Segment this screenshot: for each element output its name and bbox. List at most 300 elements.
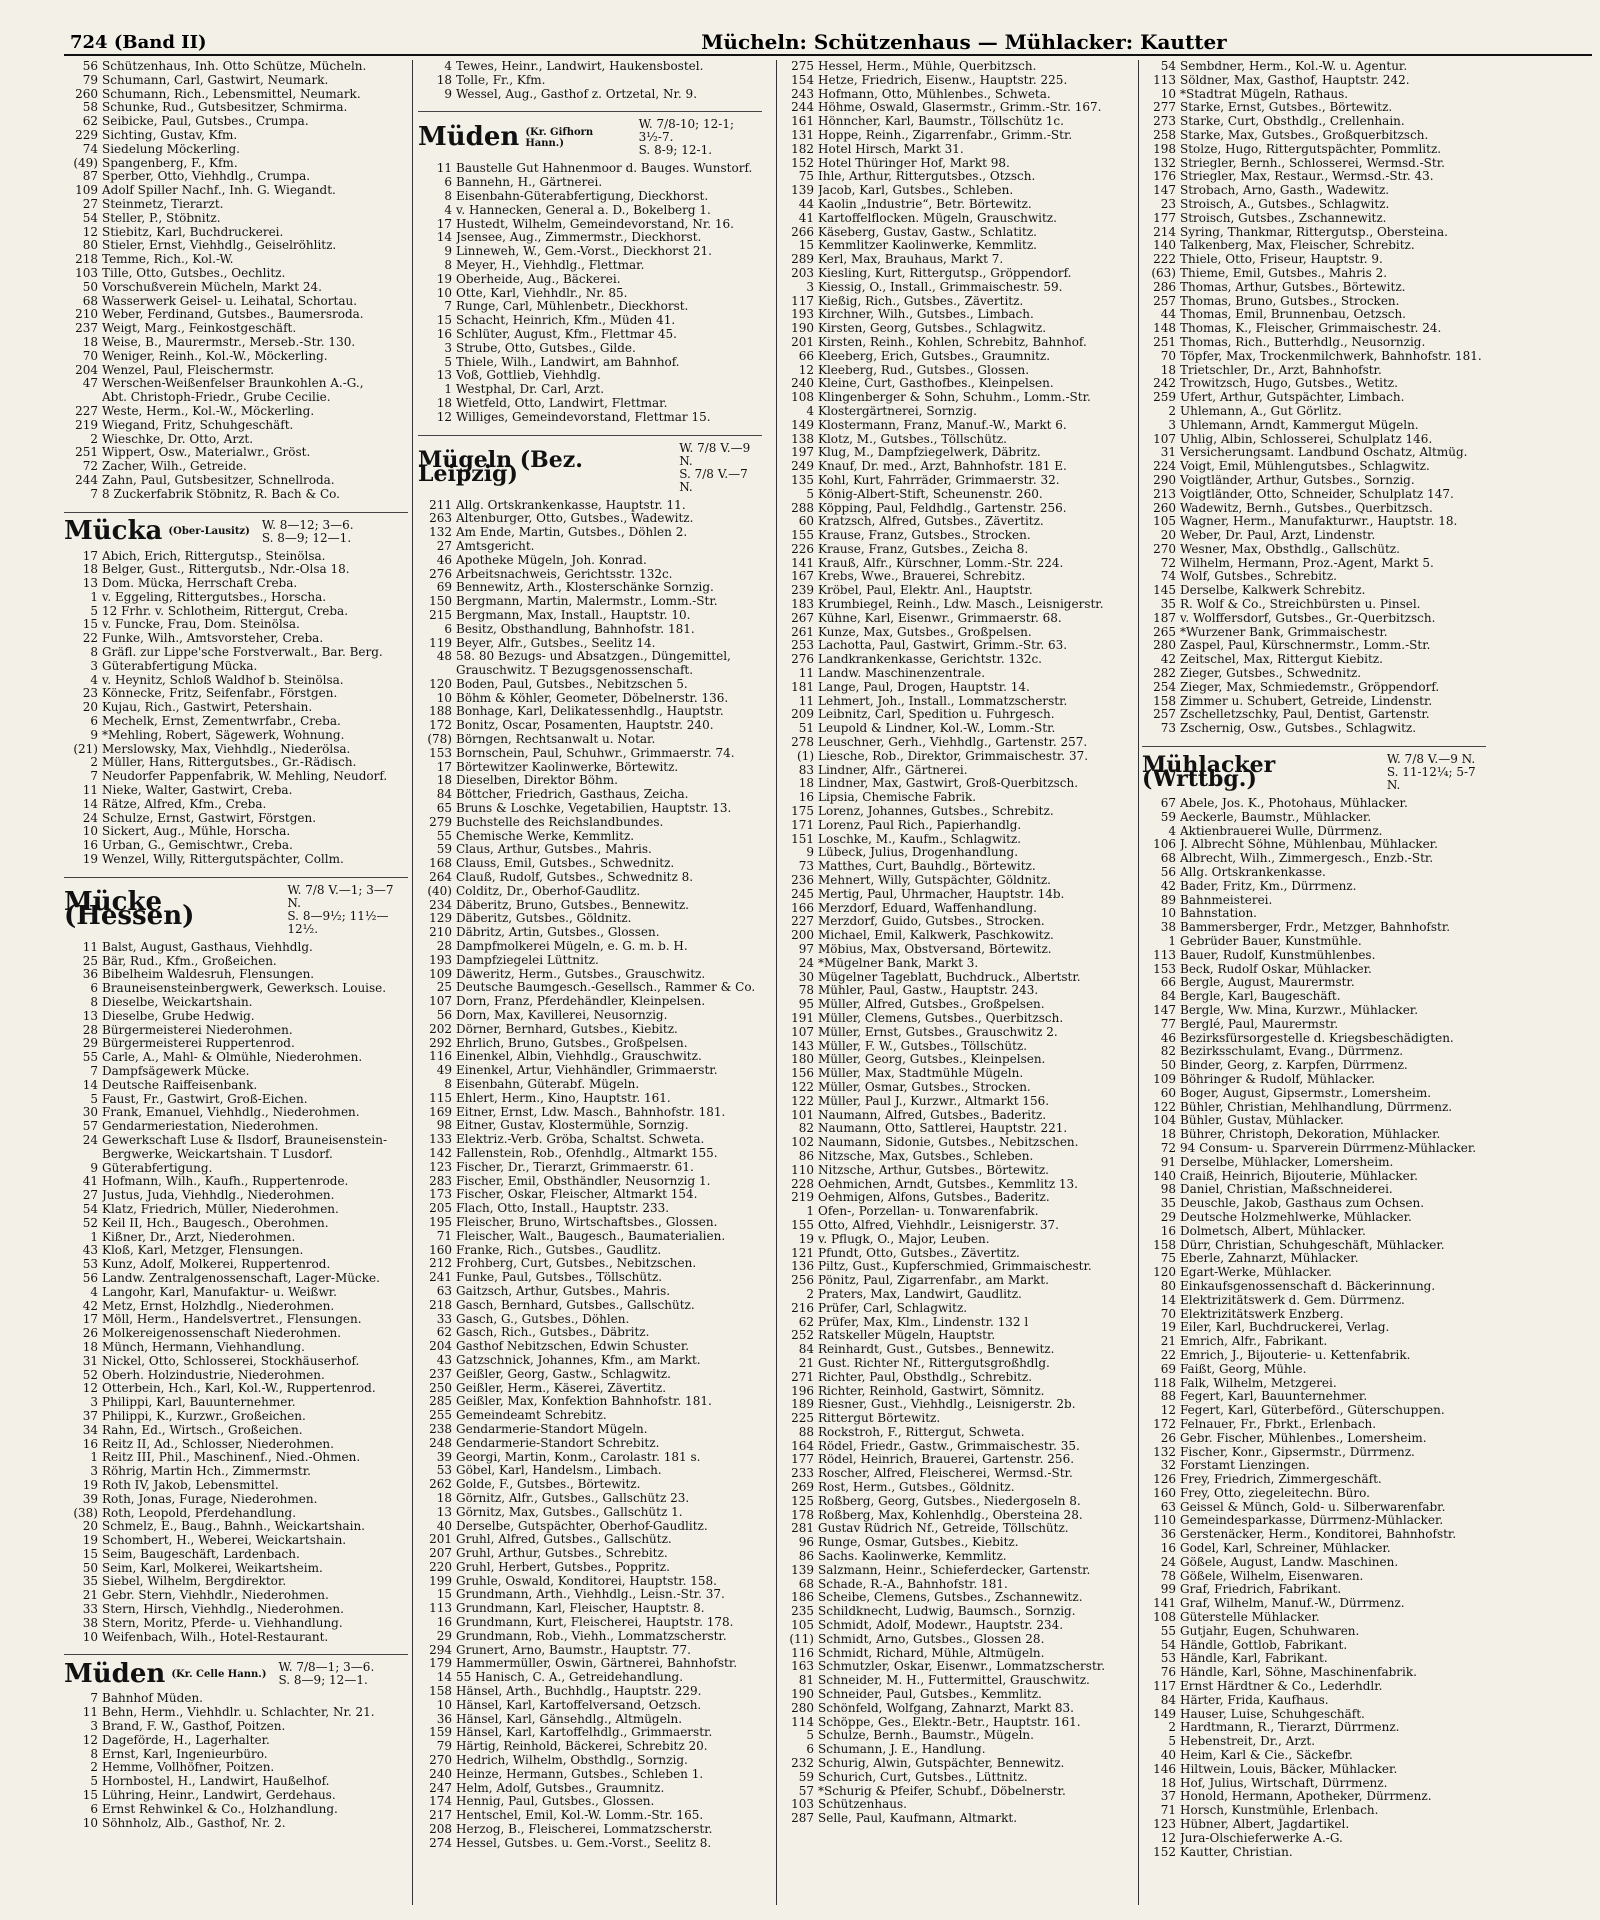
subscriber-name: Flach, Otto, Install., Hauptstr. 233. bbox=[456, 1202, 670, 1216]
muegeln-entries bbox=[418, 499, 762, 1851]
directory-entry bbox=[1142, 1073, 1486, 1087]
subscriber-name: Schmidt, Arno, Gutsbes., Glossen 28. bbox=[818, 1632, 1045, 1646]
directory-entry bbox=[64, 1382, 408, 1396]
subscriber-name: Zaspel, Paul, Kürschnermstr., Lomm.-Str. bbox=[1180, 639, 1431, 653]
directory-entry bbox=[1142, 1487, 1486, 1501]
subscriber-name: Einenkel, Albin, Viehhdlg., Grauschwitz. bbox=[456, 1050, 702, 1064]
phone-number: 24 bbox=[82, 810, 98, 825]
directory-entry bbox=[418, 1216, 762, 1230]
subscriber-name: Oehmigen, Alfons, Gutsbes., Baderitz. bbox=[818, 1191, 1050, 1205]
phone-number: 240 bbox=[429, 1766, 452, 1781]
directory-entry bbox=[1142, 170, 1486, 184]
phone-number: 6 bbox=[444, 175, 452, 190]
subscriber-name: Mechelk, Ernst, Zementwrfabr., Creba. bbox=[102, 715, 341, 729]
phone-number: 98 bbox=[1160, 1182, 1176, 1197]
directory-entry bbox=[780, 474, 1124, 488]
subscriber-name: Justus, Juda, Viehhdlg., Niederohmen. bbox=[102, 1189, 335, 1203]
directory-entry bbox=[418, 342, 762, 356]
directory-entry bbox=[780, 1550, 1124, 1564]
phone-number: 52 bbox=[82, 1215, 98, 1230]
directory-entry bbox=[1142, 907, 1486, 921]
directory-entry bbox=[780, 377, 1124, 391]
directory-entry bbox=[64, 1106, 408, 1120]
phone-number: 139 bbox=[791, 183, 814, 198]
directory-entry bbox=[418, 1119, 762, 1133]
hours-weekday: W. 7/8 V.—9 N. bbox=[679, 440, 751, 468]
directory-entry bbox=[1142, 1183, 1486, 1197]
phone-number: 27 bbox=[82, 196, 98, 211]
phone-number: 209 bbox=[791, 707, 814, 722]
directory-entry bbox=[64, 391, 408, 405]
phone-number: 146 bbox=[1153, 1761, 1176, 1776]
subscriber-name: Clauß, Rudolf, Gutsbes., Schwednitz 8. bbox=[456, 871, 694, 885]
directory-entry bbox=[780, 984, 1124, 998]
subscriber-name: Funke, Wilh., Amtsvorsteher, Creba. bbox=[102, 632, 324, 646]
subscriber-name: Hetze, Friedrich, Eisenw., Hauptstr. 225. bbox=[818, 73, 1068, 87]
subscriber-name: Schacht, Heinrich, Kfm., Müden 41. bbox=[456, 314, 676, 328]
directory-entry bbox=[780, 1481, 1124, 1495]
directory-entry bbox=[1142, 364, 1486, 378]
subscriber-name: v. Heynitz, Schloß Waldhof b. Steinölsa. bbox=[102, 673, 344, 687]
directory-entry bbox=[780, 639, 1124, 653]
directory-entry bbox=[418, 871, 762, 885]
phone-number: 204 bbox=[429, 1339, 452, 1354]
phone-number: 74 bbox=[82, 141, 98, 156]
phone-number: 140 bbox=[1153, 238, 1176, 253]
directory-entry bbox=[418, 650, 762, 664]
subscriber-name: Derselbe, Gutspächter, Oberhof-Gaudlitz. bbox=[456, 1519, 708, 1533]
phone-number: 29 bbox=[82, 1036, 98, 1051]
directory-entry bbox=[780, 846, 1124, 860]
phone-number: 99 bbox=[1160, 1582, 1176, 1597]
subscriber-name: Emrich, J., Bijouterie- u. Kettenfabrik. bbox=[1180, 1348, 1411, 1362]
phone-number: 43 bbox=[82, 1243, 98, 1258]
directory-entry bbox=[418, 1782, 762, 1796]
subscriber-name: Am Ende, Martin, Gutsbes., Döhlen 2. bbox=[456, 526, 688, 540]
directory-entry bbox=[780, 212, 1124, 226]
directory-entry bbox=[64, 1396, 408, 1410]
phone-number: 141 bbox=[791, 555, 814, 570]
subscriber-name: Hentschel, Emil, Kol.-W. Lomm.-Str. 165. bbox=[456, 1809, 704, 1823]
phone-number: 6 bbox=[90, 714, 98, 729]
subscriber-name: Schlüter, August, Kfm., Flettmar 45. bbox=[456, 327, 677, 341]
subscriber-name: Rödel, Heinrich, Brauerei, Gartenstr. 256. bbox=[818, 1453, 1075, 1467]
phone-number: 18 bbox=[436, 395, 452, 410]
phone-number: 262 bbox=[429, 1477, 452, 1492]
subscriber-name: Oehmichen, Arndt, Gutsbes., Kemmlitz 13. bbox=[818, 1177, 1078, 1191]
phone-number: 254 bbox=[1153, 679, 1176, 694]
directory-entry bbox=[780, 1205, 1124, 1219]
phone-number: 240 bbox=[791, 376, 814, 391]
subscriber-name: R. Wolf & Co., Streichbürsten u. Pinsel. bbox=[1180, 598, 1421, 612]
directory-entry bbox=[418, 300, 762, 314]
phone-number: 8 bbox=[90, 995, 98, 1010]
subscriber-name: Brand, F. W., Gasthof, Poitzen. bbox=[102, 1720, 286, 1734]
directory-entry bbox=[780, 143, 1124, 157]
directory-entry bbox=[1142, 1390, 1486, 1404]
phone-number: 80 bbox=[1160, 1278, 1176, 1293]
directory-entry bbox=[64, 364, 408, 378]
directory-entry bbox=[1142, 1446, 1486, 1460]
subscriber-name: Bergle, August, Maurermstr. bbox=[1180, 976, 1355, 990]
phone-number: 289 bbox=[791, 252, 814, 267]
phone-number: 287 bbox=[791, 1811, 814, 1826]
subscriber-name: Böhringer & Rudolf, Mühlacker. bbox=[1180, 1072, 1376, 1086]
phone-number: 15 bbox=[798, 238, 814, 253]
subscriber-name: Eberle, Zahnarzt, Mühlacker. bbox=[1180, 1252, 1359, 1266]
phone-number: 251 bbox=[1153, 334, 1176, 349]
directory-entry bbox=[1142, 1087, 1486, 1101]
phone-number: 139 bbox=[791, 1562, 814, 1577]
phone-number: 294 bbox=[429, 1642, 452, 1657]
directory-entry bbox=[1142, 681, 1486, 695]
subscriber-name: v. Pflugk, O., Major, Leuben. bbox=[818, 1232, 990, 1246]
directory-entry bbox=[780, 1757, 1124, 1771]
phone-number: 24 bbox=[798, 955, 814, 970]
directory-entry bbox=[418, 1106, 762, 1120]
subscriber-name: Voigtländer, Arthur, Gutsbes., Sornzig. bbox=[1180, 473, 1415, 487]
subscriber-name: Reinhardt, Gust., Gutsbes., Bennewitz. bbox=[818, 1343, 1055, 1357]
directory-entry bbox=[780, 1578, 1124, 1592]
directory-entry bbox=[418, 1602, 762, 1616]
directory-entry bbox=[780, 295, 1124, 309]
directory-entry bbox=[780, 515, 1124, 529]
directory-entry bbox=[64, 1258, 408, 1272]
subscriber-name: Kühne, Karl, Eisenwr., Grimmaerstr. 68. bbox=[818, 611, 1062, 625]
phone-number: 208 bbox=[429, 1822, 452, 1837]
phone-number: 269 bbox=[791, 1480, 814, 1495]
directory-entry bbox=[780, 1343, 1124, 1357]
subscriber-name: Schulze, Bernh., Baumstr., Mügeln. bbox=[818, 1729, 1034, 1743]
subscriber-name: Bonhage, Karl, Delikatessenhdlg., Hauptstr. bbox=[456, 705, 724, 719]
subscriber-name: Müller, Hans, Rittergutsbes., Gr.-Rädisch. bbox=[102, 756, 357, 770]
directory-entry bbox=[64, 1617, 408, 1631]
subscriber-name: Händle, Gottlob, Fabrikant. bbox=[1180, 1638, 1348, 1652]
directory-entry bbox=[1142, 1749, 1486, 1763]
phone-number: 15 bbox=[436, 313, 452, 328]
directory-entry bbox=[1142, 1363, 1486, 1377]
directory-entry bbox=[64, 1507, 408, 1521]
subscriber-name: Schombert, H., Weberei, Weickartshain. bbox=[102, 1534, 347, 1548]
subscriber-name: Wadewitz, Bernh., Gutsbes., Querbitzsch. bbox=[1180, 501, 1433, 515]
subscriber-name: Naumann, Otto, Sattlerei, Hauptstr. 221. bbox=[818, 1122, 1068, 1136]
subscriber-name: Otterbein, Hch., Karl, Kol.-W., Ruppertenrod. bbox=[102, 1382, 376, 1396]
directory-entry bbox=[418, 1740, 762, 1754]
phone-number: 224 bbox=[1153, 459, 1176, 474]
phone-number: 173 bbox=[429, 1187, 452, 1202]
directory-entry bbox=[780, 584, 1124, 598]
subscriber-name: Chemische Werke, Kemmlitz. bbox=[456, 829, 635, 843]
phone-number: 158 bbox=[429, 1684, 452, 1699]
subscriber-name: Uhlemann, A., Gut Görlitz. bbox=[1180, 404, 1342, 418]
phone-number: 244 bbox=[791, 100, 814, 115]
directory-entry bbox=[418, 623, 762, 637]
subscriber-name: Pönitz, Paul, Zigarrenfabr., am Markt. bbox=[818, 1274, 1049, 1288]
directory-entry bbox=[780, 170, 1124, 184]
directory-entry bbox=[780, 612, 1124, 626]
directory-entry bbox=[418, 719, 762, 733]
subscriber-name: 55 Hanisch, C. A., Getreidehandlung. bbox=[456, 1671, 684, 1685]
subscriber-name: Schurich, Curt, Gutsbes., Lüttnitz. bbox=[818, 1770, 1028, 1784]
directory-entry bbox=[1142, 639, 1486, 653]
directory-entry bbox=[1142, 1666, 1486, 1680]
directory-entry bbox=[418, 1009, 762, 1023]
directory-entry bbox=[1142, 557, 1486, 571]
section-qualifier: (Kr. Gifhorn Hann.) bbox=[525, 126, 594, 149]
phone-number: 6 bbox=[444, 621, 452, 636]
phone-number: 7 bbox=[90, 769, 98, 784]
phone-number: 174 bbox=[429, 1794, 452, 1809]
muecheln-entries bbox=[64, 60, 408, 502]
phone-number: 259 bbox=[1153, 390, 1176, 405]
subscriber-name: Dörner, Bernhard, Gutsbes., Kiebitz. bbox=[456, 1022, 678, 1036]
subscriber-name: Gust. Richter Nf., Rittergutsgroßhdlg. bbox=[818, 1356, 1050, 1370]
subscriber-name: Bergle, Ww. Mina, Kurzwr., Mühlacker. bbox=[1180, 1004, 1419, 1017]
subscriber-name: Thomas, Rich., Butterhdlg., Neusornzig. bbox=[1180, 335, 1426, 349]
section-hours bbox=[1387, 753, 1486, 792]
phone-number: 31 bbox=[1160, 445, 1176, 460]
subscriber-name: Fallenstein, Rob., Ofenhdlg., Altmarkt 155. bbox=[456, 1146, 718, 1160]
subscriber-name: Leibnitz, Carl, Spedition u. Fuhrgesch. bbox=[818, 708, 1055, 722]
subscriber-name: Mügelner Tageblatt, Buchdruck., Albertstr. bbox=[818, 970, 1081, 984]
directory-entry bbox=[780, 888, 1124, 902]
directory-entry bbox=[64, 143, 408, 157]
phone-number: 15 bbox=[82, 617, 98, 632]
phone-number: 71 bbox=[1160, 1803, 1176, 1818]
phone-number: 12 bbox=[82, 1381, 98, 1396]
subscriber-name: Lindner, Alfr., Gärtnerei. bbox=[818, 763, 968, 777]
phone-number: 149 bbox=[1153, 1706, 1176, 1721]
phone-number: 190 bbox=[791, 321, 814, 336]
directory-entry bbox=[64, 433, 408, 447]
directory-entry bbox=[780, 1412, 1124, 1426]
phone-number: 24 bbox=[82, 1132, 98, 1147]
subscriber-name: Krause, Franz, Gutsbes., Strocken. bbox=[818, 529, 1031, 543]
directory-entry bbox=[1142, 1004, 1486, 1018]
subscriber-name: Wenzel, Willy, Rittergutspächter, Collm. bbox=[102, 853, 344, 867]
directory-entry bbox=[418, 1464, 762, 1478]
directory-entry bbox=[64, 377, 408, 391]
subscriber-name: Gendarmerie-Standort Schrebitz. bbox=[456, 1436, 660, 1450]
phone-number: 6 bbox=[806, 1742, 814, 1757]
phone-number: 151 bbox=[791, 831, 814, 846]
directory-entry bbox=[64, 322, 408, 336]
phone-number: 46 bbox=[436, 552, 452, 567]
directory-entry bbox=[780, 1274, 1124, 1288]
subscriber-name: Bauer, Rudolf, Kunstmühlenbes. bbox=[1180, 948, 1376, 962]
subscriber-name: Röhrig, Martin Hch., Zimmermstr. bbox=[102, 1465, 311, 1479]
phone-number: 195 bbox=[429, 1214, 452, 1229]
subscriber-name: Dorn, Franz, Pferdehändler, Kleinpelsen. bbox=[456, 995, 706, 1009]
subscriber-name: Güterabfertigung Mücka. bbox=[102, 659, 258, 673]
subscriber-name: Steller, P., Stöbnitz. bbox=[102, 211, 221, 225]
phone-number: 129 bbox=[429, 911, 452, 926]
phone-number: 264 bbox=[429, 870, 452, 885]
directory-columns bbox=[64, 60, 1592, 1910]
directory-entry bbox=[1142, 1832, 1486, 1846]
phone-number: 21 bbox=[1160, 1334, 1176, 1349]
phone-number: 227 bbox=[791, 914, 814, 929]
subscriber-name: Lorenz, Paul Rich., Papierhandlg. bbox=[818, 818, 1022, 832]
phone-number: 114 bbox=[791, 1714, 814, 1729]
directory-entry bbox=[64, 729, 408, 743]
directory-entry bbox=[64, 1051, 408, 1065]
directory-entry bbox=[418, 568, 762, 582]
phone-number: 276 bbox=[429, 566, 452, 581]
subscriber-name: Amtsgericht. bbox=[456, 539, 535, 553]
phone-number bbox=[418, 664, 456, 678]
phone-number: 270 bbox=[1153, 541, 1176, 556]
subscriber-name: Bader, Fritz, Km., Dürrmenz. bbox=[1180, 879, 1357, 893]
subscriber-name: Töpfer, Max, Trockenmilchwerk, Bahnhofstr. 181. bbox=[1180, 349, 1482, 363]
directory-entry bbox=[64, 239, 408, 253]
subscriber-name: Grundmann, Kurt, Fleischerei, Hauptstr. 178. bbox=[456, 1616, 734, 1630]
directory-entry bbox=[418, 1326, 762, 1340]
phone-number: 53 bbox=[1160, 1651, 1176, 1666]
subscriber-name: Ernst Rehwinkel & Co., Holzhandlung. bbox=[102, 1802, 338, 1816]
subscriber-name: Oberheide, Aug., Bäckerei. bbox=[456, 272, 621, 286]
directory-entry bbox=[418, 637, 762, 651]
directory-entry bbox=[780, 777, 1124, 791]
subscriber-name: Weise, B., Maurermstr., Merseb.-Str. 130. bbox=[102, 335, 356, 349]
subscriber-name: Kirsten, Reinh., Kohlen, Schrebitz, Bahnhof. bbox=[818, 335, 1087, 349]
subscriber-name: Schützenhaus, Inh. Otto Schütze, Mücheln. bbox=[102, 60, 367, 73]
directory-entry bbox=[418, 1520, 762, 1534]
phone-number: 4 bbox=[90, 672, 98, 687]
phone-number: 14 bbox=[436, 230, 452, 245]
phone-number: 207 bbox=[429, 1546, 452, 1561]
directory-entry bbox=[418, 1395, 762, 1409]
subscriber-name: Dürr, Christian, Schuhgeschäft, Mühlacker. bbox=[1180, 1238, 1445, 1252]
phone-number: 22 bbox=[1160, 1347, 1176, 1362]
directory-entry bbox=[780, 88, 1124, 102]
subscriber-name: Hofmann, Wilh., Kaufh., Ruppertenrode. bbox=[102, 1175, 349, 1189]
directory-entry bbox=[418, 1313, 762, 1327]
directory-entry bbox=[418, 356, 762, 370]
subscriber-name: Thomas, K., Fleischer, Grimmaischestr. 24. bbox=[1180, 322, 1442, 336]
directory-entry bbox=[64, 474, 408, 488]
directory-entry bbox=[64, 563, 408, 577]
section-title: Mühlacker (Wrttbg.) bbox=[1142, 751, 1276, 792]
directory-entry bbox=[64, 1286, 408, 1300]
phone-number: 202 bbox=[429, 1021, 452, 1036]
phone-number: 179 bbox=[429, 1656, 452, 1671]
subscriber-name: Kirchner, Wilh., Gutsbes., Limbach. bbox=[818, 308, 1034, 322]
phone-number: 183 bbox=[791, 597, 814, 612]
phone-number: 54 bbox=[1160, 60, 1176, 73]
subscriber-name: Fischer, Konr., Gipsermstr., Dürrmenz. bbox=[1180, 1445, 1415, 1459]
phone-number: 126 bbox=[1153, 1472, 1176, 1487]
subscriber-name: Klingenberger & Sohn, Schuhm., Lomm.-Str. bbox=[818, 391, 1091, 405]
subscriber-name: Zahn, Paul, Gutsbesitzer, Schnellroda. bbox=[102, 473, 335, 487]
phone-number: 8 bbox=[444, 188, 452, 203]
subscriber-name: Starke, Curt, Obsthdlg., Crellenhain. bbox=[1180, 115, 1405, 129]
phone-number: 14 bbox=[1160, 1292, 1176, 1307]
directory-entry bbox=[1142, 1239, 1486, 1253]
subscriber-name: Lübeck, Julius, Drogenhandlung. bbox=[818, 846, 1019, 860]
directory-entry bbox=[780, 60, 1124, 74]
phone-number: 56 bbox=[82, 60, 98, 73]
phone-number: 87 bbox=[82, 169, 98, 184]
directory-entry bbox=[418, 1644, 762, 1658]
subscriber-name: Liesche, Rob., Direktor, Grimmaischestr. 37. bbox=[818, 749, 1089, 763]
phone-number: 17 bbox=[82, 1312, 98, 1327]
phone-number: 65 bbox=[436, 801, 452, 816]
subscriber-name: Merzdorf, Guido, Gutsbes., Strocken. bbox=[818, 915, 1045, 929]
directory-entry bbox=[780, 1619, 1124, 1633]
phone-number: 263 bbox=[429, 511, 452, 526]
subscriber-name: Gasch, Rich., Gutsbes., Däbritz. bbox=[456, 1326, 650, 1340]
directory-entry bbox=[418, 204, 762, 218]
phone-number: 199 bbox=[429, 1573, 452, 1588]
subscriber-name: Hänsel, Arth., Buchhdlg., Hauptstr. 229. bbox=[456, 1685, 702, 1699]
phone-number: 156 bbox=[791, 1066, 814, 1081]
phone-number: 52 bbox=[82, 1367, 98, 1382]
subscriber-name: Kiessig, O., Install., Grimmaischestr. 59. bbox=[818, 280, 1063, 294]
directory-entry bbox=[1142, 1170, 1486, 1184]
phone-number: 168 bbox=[429, 856, 452, 871]
subscriber-name: Schurig, Alwin, Gutspächter, Bennewitz. bbox=[818, 1757, 1065, 1771]
phone-number: 145 bbox=[1153, 583, 1176, 598]
directory-entry bbox=[64, 460, 408, 474]
phone-number: 4 bbox=[90, 1284, 98, 1299]
directory-entry bbox=[418, 162, 762, 176]
phone-number: 7 bbox=[90, 1691, 98, 1706]
directory-entry bbox=[64, 101, 408, 115]
phone-number: 59 bbox=[798, 1769, 814, 1784]
phone-number: 120 bbox=[1153, 1265, 1176, 1280]
subscriber-name: Landw. Zentralgenossenschaft, Lager-Mücke. bbox=[102, 1271, 380, 1285]
subscriber-name: Belger, Gust., Rittergutsb., Ndr.-Ölsa 18. bbox=[102, 563, 350, 577]
directory-entry bbox=[1142, 880, 1486, 894]
muecke-continued-entries bbox=[418, 60, 762, 101]
subscriber-name: Boger, August, Gipsermstr., Lomersheim. bbox=[1180, 1086, 1432, 1100]
phone-number: 115 bbox=[429, 1090, 452, 1105]
phone-number: 270 bbox=[429, 1753, 452, 1768]
muecka-entries bbox=[64, 550, 408, 867]
phone-number: 25 bbox=[82, 953, 98, 968]
phone-number: 150 bbox=[429, 594, 452, 609]
directory-entry bbox=[1142, 1652, 1486, 1666]
directory-entry bbox=[780, 791, 1124, 805]
directory-entry bbox=[64, 1327, 408, 1341]
directory-entry bbox=[418, 273, 762, 287]
subscriber-name: Tolle, Fr., Kfm. bbox=[456, 73, 546, 87]
subscriber-name: Voigt, Emil, Mühlengutsbes., Schlagwitz. bbox=[1180, 460, 1430, 474]
subscriber-name: Dolmetsch, Albert, Mühlacker. bbox=[1180, 1224, 1366, 1238]
directory-entry bbox=[1142, 212, 1486, 226]
directory-entry bbox=[64, 1734, 408, 1748]
subscriber-name: Müller, Osmar, Gutsbes., Strocken. bbox=[818, 1080, 1031, 1094]
directory-entry bbox=[780, 874, 1124, 888]
subscriber-name: Söldner, Max, Gasthof, Hauptstr. 242. bbox=[1180, 73, 1410, 87]
directory-entry bbox=[64, 1369, 408, 1383]
phone-number: 187 bbox=[1153, 610, 1176, 625]
subscriber-name: Däberitz, Gutsbes., Göldnitz. bbox=[456, 912, 632, 926]
directory-entry bbox=[418, 595, 762, 609]
phone-number: 15 bbox=[436, 1587, 452, 1602]
directory-entry bbox=[780, 1288, 1124, 1302]
directory-entry bbox=[418, 411, 762, 425]
phone-number: 59 bbox=[1160, 809, 1176, 824]
phone-number: 178 bbox=[791, 1507, 814, 1522]
directory-entry bbox=[1142, 1266, 1486, 1280]
subscriber-name: Klatz, Friedrich, Müller, Niederohmen. bbox=[102, 1202, 339, 1216]
subscriber-name: Eitner, Ernst, Ldw. Masch., Bahnhofstr. 181. bbox=[456, 1105, 726, 1119]
section-header-mueden-gifhorn bbox=[418, 111, 762, 157]
phone-number: 219 bbox=[791, 1190, 814, 1205]
subscriber-name: Göbel, Karl, Handelsm., Limbach. bbox=[456, 1464, 662, 1478]
